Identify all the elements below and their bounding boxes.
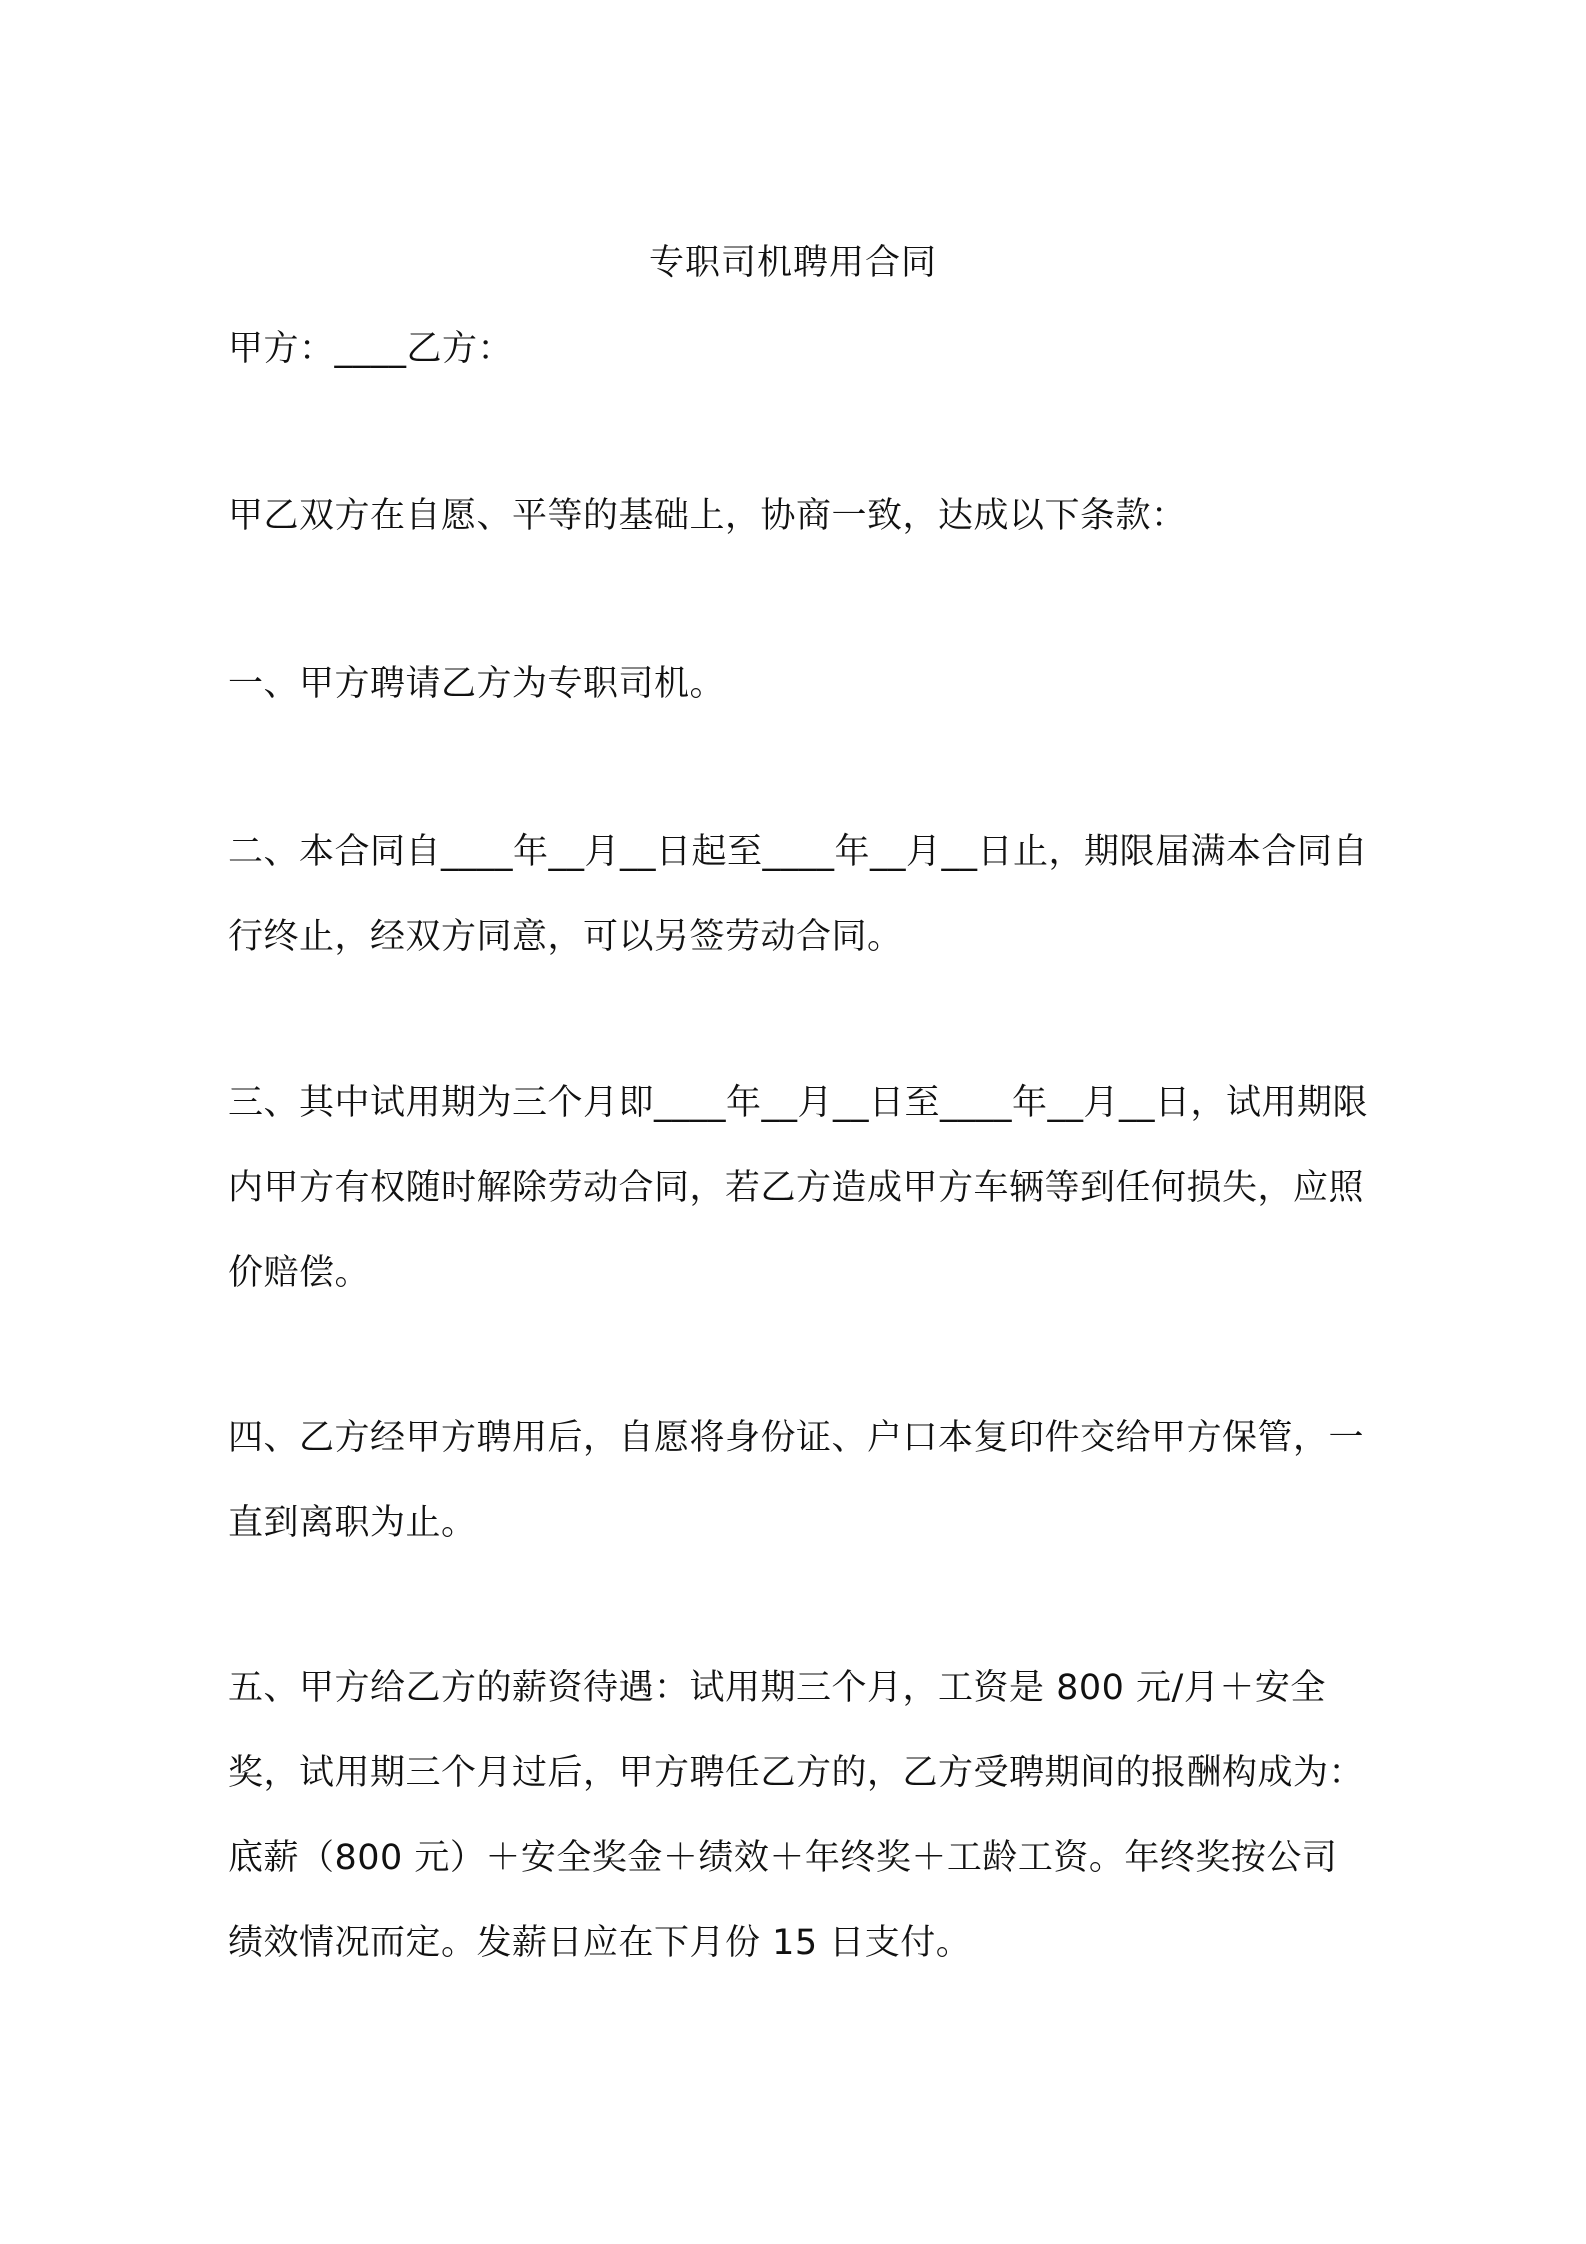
parties-line: 甲方：____乙方：	[228, 329, 514, 369]
clause-2: 二、本合同自____年__月__日起至____年__月__日止，期限届满本合同自行终止，经双方同意，可以另签劳动合同。	[228, 832, 1369, 957]
clause-5: 五、甲方给乙方的薪资待遇：试用期三个月，工资是 800 元/月＋安全奖，试用期三个月过后，甲方聘任乙方的，乙方受聘期间的报酬构成为：底薪（800 元）＋安全奖金＋绩效＋年终奖＋工龄工资。年终奖按公司绩效情况而定。发薪日应在下月份 15 日支付。	[228, 1668, 1365, 1963]
clause-1: 一、甲方聘请乙方为专职司机。	[228, 664, 726, 704]
clause-3: 三、其中试用期为三个月即____年__月__日至____年__月__日，试用期限内甲方有权随时解除劳动合同，若乙方造成甲方车辆等到任何损失，应照价赔偿。	[228, 1083, 1369, 1293]
clause-4: 四、乙方经甲方聘用后，自愿将身份证、户口本复印件交给甲方保管，一直到离职为止。	[228, 1418, 1365, 1543]
document-title: 专职司机聘用合同	[648, 243, 937, 283]
intro-paragraph: 甲乙双方在自愿、平等的基础上，协商一致，达成以下条款：	[228, 496, 1187, 536]
